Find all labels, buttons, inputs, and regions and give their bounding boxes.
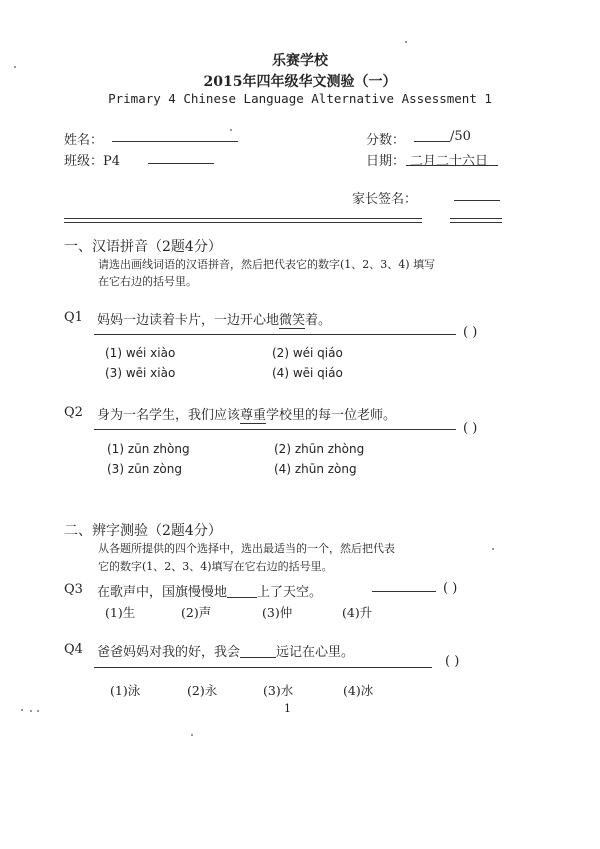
option-3[interactable]: (3) wēi xiào	[105, 366, 176, 380]
answer-blank[interactable]	[227, 583, 257, 598]
scan-speck	[21, 709, 23, 711]
option-3[interactable]: (3)水	[263, 683, 294, 698]
question-text	[97, 309, 331, 329]
option-1[interactable]: (1)泳	[110, 683, 141, 698]
option-3[interactable]: (3) zūn zòng	[107, 462, 182, 476]
section1-instruction-line2: 在它右边的括号里。	[98, 275, 197, 288]
answer-guide-line	[94, 429, 456, 430]
name-label: 姓名：	[64, 133, 104, 148]
question-number: Q2	[64, 405, 83, 420]
option-4[interactable]: (4) zhūn zòng	[274, 462, 357, 476]
test-title-english: Primary 4 Chinese Language Alternative Assessment 1	[108, 91, 492, 106]
option-4[interactable]: (4)升	[342, 605, 373, 620]
class-label: 班级：P4	[64, 154, 121, 169]
section1-heading: 一、汉语拼音（2题4分）	[64, 239, 222, 255]
separator-line-left	[64, 218, 422, 223]
option-2[interactable]: (2) zhūn zhòng	[274, 442, 365, 456]
scan-speck	[14, 66, 16, 68]
option-4[interactable]: (4) wēi qiáo	[272, 366, 343, 380]
scan-speck	[492, 548, 494, 550]
score-blank[interactable]	[414, 141, 450, 142]
option-2[interactable]: (2)永	[187, 683, 218, 698]
option-2[interactable]: (2) wéi qiáo	[272, 346, 343, 360]
option-3[interactable]: (3)仲	[262, 605, 293, 620]
answer-guide-line	[94, 667, 432, 668]
question-text-before: 在歌声中，国旗慢慢地	[97, 585, 228, 600]
section1-instruction-line1: 请选出画线词语的汉语拼音，然后把代表它的数字(1、2、3、4) 填写	[98, 258, 436, 271]
question-text-after: 学校里的每一位老师。	[266, 408, 397, 423]
question-number: Q3	[64, 582, 83, 597]
section2-instruction-line1: 从各题所提供的四个选择中，选出最适当的一个，然后把代表	[98, 542, 395, 555]
question-text-after: 上了天空。	[257, 585, 323, 600]
question-text-after: 着。	[305, 313, 332, 328]
test-title: 2015年四年级华文测验（一）	[203, 74, 397, 90]
question-text-after: 远记在心里。	[276, 645, 355, 660]
answer-parentheses[interactable]: ( )	[443, 581, 458, 596]
date-value: 二月二十六日	[410, 154, 489, 169]
page-number: 1	[284, 702, 291, 715]
answer-guide-line	[94, 334, 456, 335]
scan-speck	[230, 129, 232, 131]
option-4[interactable]: (4)冰	[343, 683, 374, 698]
question-text-before: 身为一名学生，我们应该	[97, 408, 241, 423]
scan-speck	[405, 41, 407, 43]
question-text-before: 爸爸妈妈对我的好，我会	[97, 645, 241, 660]
option-2[interactable]: (2)声	[181, 605, 212, 620]
option-1[interactable]: (1)生	[105, 605, 136, 620]
question-text	[97, 641, 354, 660]
separator-line-right	[450, 218, 502, 223]
score-label: 分数：	[366, 133, 406, 148]
date-underline	[406, 165, 498, 166]
underlined-word: 微笑	[279, 309, 305, 329]
answer-parentheses[interactable]: ( )	[463, 325, 478, 340]
underlined-word: 尊重	[240, 404, 266, 424]
class-blank[interactable]	[148, 163, 214, 164]
answer-guide-line	[372, 591, 436, 592]
section2-instruction-line2: 它的数字(1、2、3、4)填写在它右边的括号里。	[98, 560, 333, 573]
option-1[interactable]: (1) wéi xiào	[105, 346, 176, 360]
answer-parentheses[interactable]: ( )	[463, 421, 478, 436]
answer-blank[interactable]	[240, 643, 276, 658]
section2-heading: 二、辨字测验（2题4分）	[64, 523, 222, 539]
school-name: 乐赛学校	[272, 53, 328, 69]
parent-signature-blank[interactable]	[454, 200, 500, 201]
score-total: /50	[450, 129, 471, 144]
question-text-before: 妈妈一边读着卡片，一边开心地	[97, 313, 280, 328]
question-text	[97, 581, 322, 600]
question-text	[97, 404, 396, 424]
name-blank[interactable]	[112, 141, 238, 142]
answer-parentheses[interactable]: ( )	[445, 654, 460, 669]
date-label: 日期：	[366, 154, 406, 169]
question-number: Q1	[64, 310, 83, 325]
scan-speck	[191, 734, 193, 736]
scan-speck	[37, 710, 39, 712]
option-1[interactable]: (1) zūn zhòng	[107, 442, 190, 456]
parent-signature-label: 家长签名：	[352, 192, 418, 207]
question-number: Q4	[64, 642, 83, 657]
scan-speck	[30, 710, 32, 712]
